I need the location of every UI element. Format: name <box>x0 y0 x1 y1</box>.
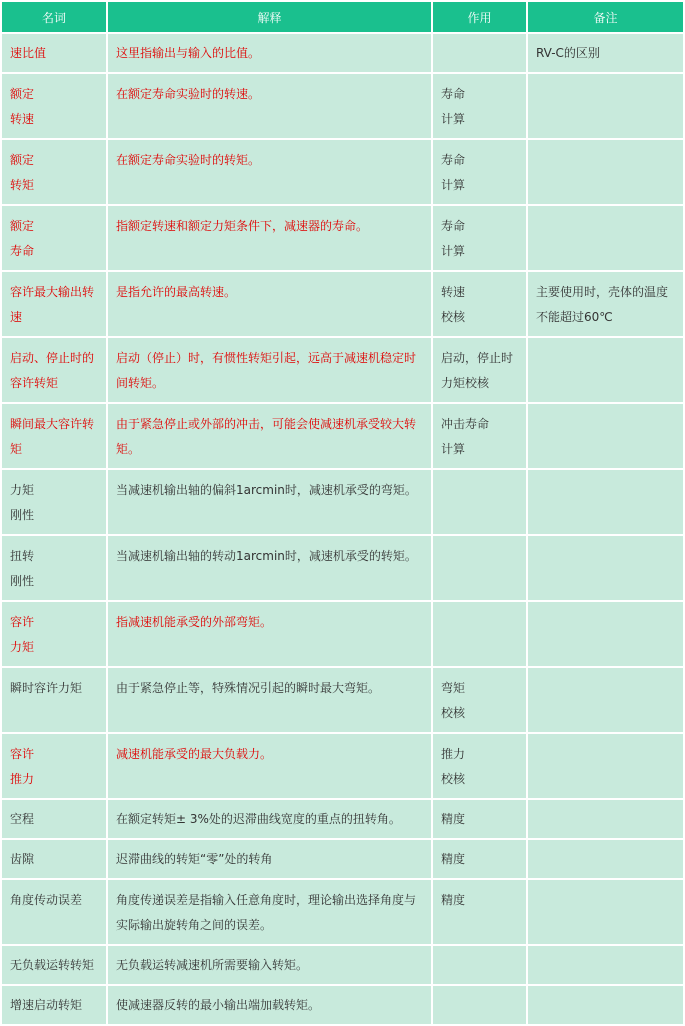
table-row <box>2 74 683 138</box>
term-cell-text: 无负载运转转矩 <box>10 958 95 972</box>
table-row <box>2 880 683 944</box>
remarks-cell <box>528 602 683 666</box>
term-cell-text: 增速启动转矩 <box>10 998 83 1012</box>
function-cell-text: 精度 <box>441 812 466 826</box>
explanation-cell <box>108 840 431 878</box>
term-cell <box>2 800 106 838</box>
remarks-cell <box>528 986 683 1024</box>
table-row <box>2 986 683 1024</box>
term-cell <box>2 946 106 984</box>
explanation-cell-text: 使减速器反转的最小输出端加载转矩。 <box>116 998 321 1012</box>
term-cell-text: 额定 转速 <box>10 87 35 126</box>
remarks-cell-text <box>528 74 683 88</box>
term-cell-text: 瞬时容许力矩 <box>10 681 83 695</box>
remarks-cell <box>528 946 683 984</box>
table-row <box>2 734 683 798</box>
remarks-cell-text <box>528 880 683 894</box>
explanation-cell-text: 在额定转矩± 3%处的迟滞曲线宽度的重点的扭转角。 <box>116 812 401 826</box>
header-name: 名词 <box>2 2 106 32</box>
term-cell <box>2 140 106 204</box>
term-cell-text: 空程 <box>10 812 35 826</box>
explanation-cell-text: 是指允许的最高转速。 <box>116 285 237 299</box>
remarks-cell <box>528 800 683 838</box>
function-cell <box>433 470 526 534</box>
explanation-cell-text: 指减速机能承受的外部弯矩。 <box>116 615 273 629</box>
term-cell-text: 扭转 刚性 <box>10 549 35 588</box>
term-cell <box>2 470 106 534</box>
remarks-cell <box>528 840 683 878</box>
term-cell <box>2 34 106 72</box>
remarks-cell-text <box>528 602 683 616</box>
function-cell <box>433 946 526 984</box>
function-cell-text <box>433 470 526 484</box>
term-cell <box>2 880 106 944</box>
explanation-cell <box>108 734 431 798</box>
explanation-cell <box>108 206 431 270</box>
function-cell-text <box>433 986 526 999</box>
term-cell <box>2 734 106 798</box>
term-cell <box>2 668 106 732</box>
table-body <box>2 34 683 1024</box>
explanation-cell <box>108 74 431 138</box>
explanation-cell <box>108 140 431 204</box>
function-cell-text: 冲击寿命 计算 <box>441 417 490 456</box>
term-cell <box>2 602 106 666</box>
header-explanation: 解释 <box>108 2 431 32</box>
term-cell-text: 力矩 刚性 <box>10 483 35 522</box>
function-cell <box>433 206 526 270</box>
term-cell <box>2 840 106 878</box>
function-cell <box>433 140 526 204</box>
explanation-cell-text: 在额定寿命实验时的转矩。 <box>116 153 261 167</box>
table-row <box>2 668 683 732</box>
remarks-cell <box>528 470 683 534</box>
table-row <box>2 272 683 336</box>
term-cell <box>2 986 106 1024</box>
term-cell <box>2 404 106 468</box>
function-cell-text: 弯矩 校核 <box>441 681 466 720</box>
function-cell-text: 转速 校核 <box>441 285 466 324</box>
remarks-cell <box>528 536 683 600</box>
explanation-cell-text: 无负载运转减速机所需要输入转矩。 <box>116 958 309 972</box>
explanation-cell-text: 启动（停止）时，有惯性转矩引起，远高于减速机稳定时间转矩。 <box>116 351 417 390</box>
term-cell-text: 角度传动误差 <box>10 893 83 907</box>
table-row <box>2 206 683 270</box>
function-cell-text <box>433 946 526 959</box>
table-row <box>2 536 683 600</box>
table-row <box>2 140 683 204</box>
explanation-cell-text: 由于紧急停止或外部的冲击，可能会使减速机承受较大转矩。 <box>116 417 417 456</box>
explanation-cell <box>108 34 431 72</box>
function-cell <box>433 34 526 72</box>
remarks-cell-text <box>528 404 683 418</box>
explanation-cell <box>108 272 431 336</box>
remarks-cell-text <box>528 734 683 748</box>
term-cell-text: 额定 转矩 <box>10 153 35 192</box>
function-cell <box>433 668 526 732</box>
term-cell <box>2 206 106 270</box>
remarks-cell <box>528 140 683 204</box>
function-cell <box>433 74 526 138</box>
explanation-cell-text: 指额定转速和额定力矩条件下，减速器的寿命。 <box>116 219 369 233</box>
term-cell-text: 速比值 <box>10 46 47 60</box>
remarks-cell-text <box>528 800 683 813</box>
remarks-cell <box>528 668 683 732</box>
term-cell <box>2 338 106 402</box>
function-cell-text: 推力 校核 <box>441 747 466 786</box>
explanation-cell <box>108 946 431 984</box>
explanation-cell <box>108 668 431 732</box>
remarks-cell <box>528 734 683 798</box>
function-cell-text: 启动，停止时力矩校核 <box>441 351 514 390</box>
term-cell <box>2 272 106 336</box>
remarks-cell-text <box>528 536 683 550</box>
function-cell-text <box>433 602 526 616</box>
remarks-cell-text <box>528 206 683 220</box>
function-cell <box>433 536 526 600</box>
function-cell <box>433 986 526 1024</box>
explanation-cell-text: 角度传递误差是指输入任意角度时，理论输出选择角度与实际输出旋转角之间的误差。 <box>116 893 417 932</box>
remarks-cell-text: 主要使用时，壳体的温度不能超过60℃ <box>536 285 669 324</box>
function-cell <box>433 880 526 944</box>
function-cell-text <box>433 34 526 47</box>
remarks-cell-text: RV-C的区别 <box>536 46 600 60</box>
explanation-cell-text: 在额定寿命实验时的转速。 <box>116 87 261 101</box>
table-row <box>2 602 683 666</box>
remarks-cell <box>528 74 683 138</box>
explanation-cell <box>108 470 431 534</box>
remarks-cell-text <box>528 946 683 959</box>
function-cell-text: 寿命 计算 <box>441 153 466 192</box>
table-row <box>2 34 683 72</box>
function-cell <box>433 734 526 798</box>
explanation-cell-text: 这里指输出与输入的比值。 <box>116 46 261 60</box>
explanation-cell-text: 迟滞曲线的转矩“零”处的转角 <box>116 852 273 866</box>
explanation-cell-text: 减速机能承受的最大负载力。 <box>116 747 273 761</box>
term-cell-text: 齿隙 <box>10 852 35 866</box>
function-cell <box>433 840 526 878</box>
header-row <box>2 2 683 32</box>
term-cell-text: 启动、停止时的容许转矩 <box>10 351 95 390</box>
term-cell-text: 瞬间最大容许转矩 <box>10 417 95 456</box>
remarks-cell <box>528 404 683 468</box>
explanation-cell <box>108 338 431 402</box>
function-cell <box>433 338 526 402</box>
term-cell <box>2 536 106 600</box>
table-row <box>2 800 683 838</box>
table-row <box>2 470 683 534</box>
explanation-cell <box>108 536 431 600</box>
explanation-cell-text: 由于紧急停止等，特殊情况引起的瞬时最大弯矩。 <box>116 681 381 695</box>
remarks-cell <box>528 206 683 270</box>
function-cell <box>433 800 526 838</box>
remarks-cell <box>528 880 683 944</box>
remarks-cell-text <box>528 140 683 154</box>
explanation-cell-text: 当减速机输出轴的偏斜1arcmin时，减速机承受的弯矩。 <box>116 483 417 497</box>
function-cell <box>433 404 526 468</box>
explanation-cell <box>108 986 431 1024</box>
explanation-cell <box>108 602 431 666</box>
term-cell-text: 容许最大输出转速 <box>10 285 95 324</box>
remarks-cell-text <box>528 470 683 484</box>
term-cell <box>2 74 106 138</box>
explanation-cell <box>108 800 431 838</box>
remarks-cell-text <box>528 986 683 999</box>
function-cell-text: 寿命 计算 <box>441 87 466 126</box>
remarks-cell-text <box>528 338 683 352</box>
function-cell-text: 精度 <box>441 852 466 866</box>
remarks-cell <box>528 338 683 402</box>
remarks-cell-text <box>528 668 683 682</box>
remarks-cell <box>528 34 683 72</box>
remarks-cell-text <box>528 840 683 853</box>
function-cell-text <box>433 536 526 550</box>
term-cell-text: 容许 力矩 <box>10 615 35 654</box>
function-cell <box>433 272 526 336</box>
table-row <box>2 840 683 878</box>
function-cell-text: 精度 <box>441 893 466 907</box>
term-cell-text: 额定 寿命 <box>10 219 35 258</box>
explanation-cell <box>108 404 431 468</box>
table-row <box>2 404 683 468</box>
header-remarks: 备注 <box>528 2 683 32</box>
term-cell-text: 容许 推力 <box>10 747 35 786</box>
remarks-cell <box>528 272 683 336</box>
header-function: 作用 <box>433 2 526 32</box>
table-row <box>2 338 683 402</box>
explanation-cell <box>108 880 431 944</box>
table-row <box>2 946 683 984</box>
explanation-cell-text: 当减速机输出轴的转动1arcmin时，减速机承受的转矩。 <box>116 549 417 563</box>
function-cell-text: 寿命 计算 <box>441 219 466 258</box>
function-cell <box>433 602 526 666</box>
